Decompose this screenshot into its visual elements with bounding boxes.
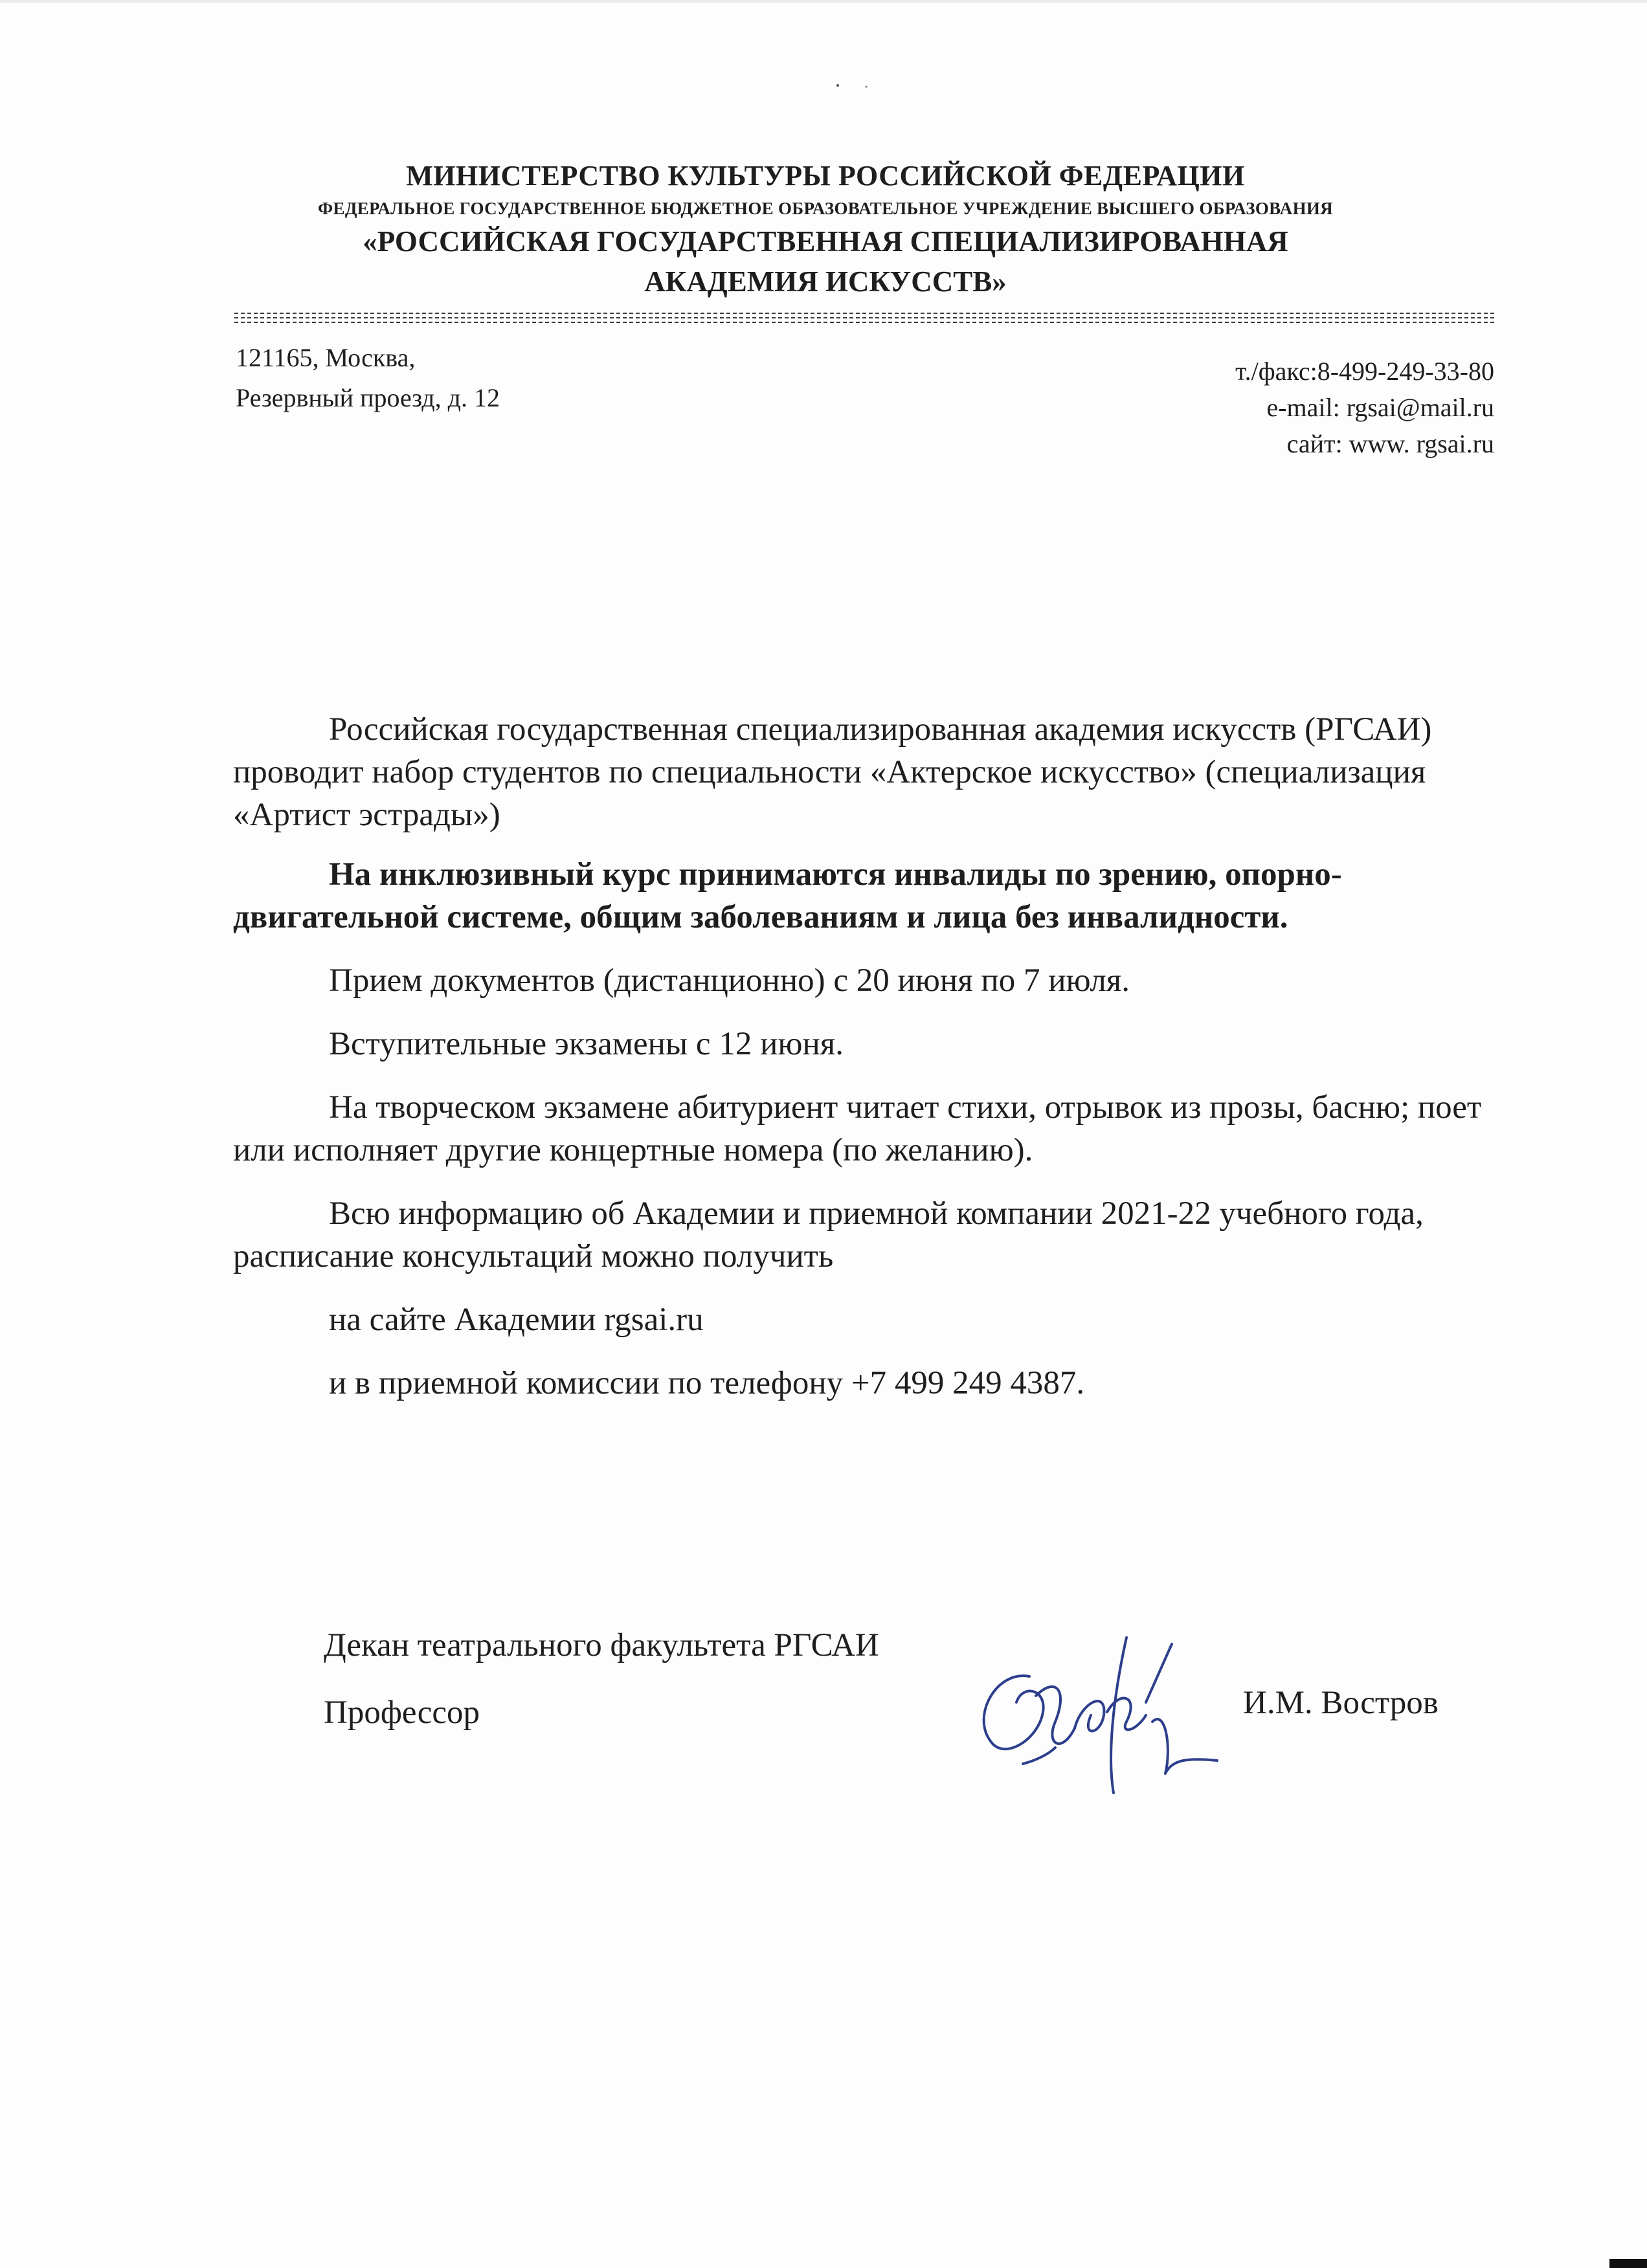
letter-body [233, 708, 1483, 1405]
paragraph-website: на сайте Академии rgsai.ru [329, 1302, 704, 1338]
letterhead-divider [234, 313, 1494, 324]
paragraph-creative-exam: На творческом экзамене абитуриент читает стихи, отрывок из прозы, басню; поет или исполняет другие концертные номера (по желанию). [233, 1089, 1482, 1168]
paragraph-info: Всю информацию об Академии и приемной компании 2021-22 учебного года, расписание консультаций можно получить [233, 1195, 1424, 1274]
postal-address [236, 338, 500, 418]
address-line-city: 121165, Москва, [236, 343, 416, 372]
paragraph-exams: Вступительные экзамены с 12 июня. [329, 1026, 844, 1062]
signer-title: Профессор [324, 1695, 480, 1731]
paragraph-intro: Российская государственная специализированная академия искусств (РГСАИ) проводит набор студентов по специальности «Актерское искусство» (специализация «Артист эстрады») [233, 711, 1432, 833]
address-line-street: Резервный проезд, д. 12 [236, 383, 500, 412]
scan-corner-mark [1609, 2259, 1647, 2268]
signer-position: Декан театрального факультета РГСАИ [324, 1627, 879, 1663]
contact-site: сайт: www. rgsai.ru [1286, 429, 1494, 458]
scan-specks [835, 78, 874, 91]
institution-type: ФЕДЕРАЛЬНОЕ ГОСУДАРСТВЕННОЕ БЮДЖЕТНОЕ ОБРАЗОВАТЕЛЬНОЕ УЧРЕЖДЕНИЕ ВЫСШЕГО ОБРАЗОВАНИЯ [318, 199, 1333, 218]
scan-edge [0, 0, 1647, 3]
paragraph-phone: и в приемной комиссии по телефону +7 499 249 4387. [329, 1365, 1085, 1401]
handwritten-signature [958, 1599, 1230, 1812]
contact-phone: т./факс:8-499-249-33-80 [1235, 357, 1494, 386]
contact-email: e-mail: rgsai@mail.ru [1266, 393, 1494, 422]
signoff-block [324, 1612, 879, 1746]
academy-name-line1: «РОССИЙСКАЯ ГОСУДАРСТВЕННАЯ СПЕЦИАЛИЗИРОВАННАЯ [363, 225, 1288, 258]
paragraph-inclusive: На инклюзивный курс принимаются инвалиды по зрению, опорно-двигательной системе, общим заболеваниям и лица без инвалидности. [233, 856, 1342, 935]
contact-block [1235, 353, 1494, 462]
academy-name-line2: АКАДЕМИЯ ИСКУССТВ» [644, 265, 1007, 298]
letterhead [194, 157, 1457, 302]
paragraph-documents: Прием документов (дистанционно) с 20 июня по 7 июля. [329, 962, 1130, 999]
signer-name: И.М. Востров [1243, 1685, 1439, 1721]
ministry-name: МИНИСТЕРСТВО КУЛЬТУРЫ РОССИЙСКОЙ ФЕДЕРАЦИИ [406, 160, 1245, 192]
